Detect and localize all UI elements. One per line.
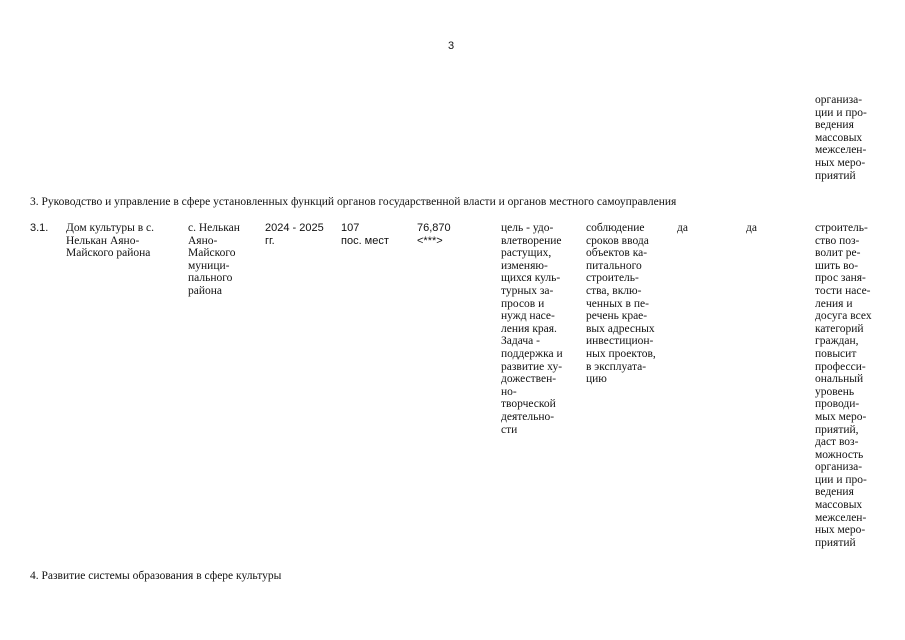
goal-and-task: цель - удо- влетворение растущих, изменяю- щихся куль- турных за- просов и нужд насе- ления края. Задача - поддержка и развитие ху- дожествен- но- творческой деятельно- сти	[501, 222, 563, 436]
object-name: Дом культуры в с. Нелькан Аяно- Майского района	[66, 222, 155, 260]
expected-effect: строитель- ство поз- волит ре- шить во- прос заня- тости насе- ления и досуга всех категорий граждан, повысит професси- ональный уровень проводи- мых меро- приятий, даст воз- можность организа- ции и про- ведения массовых межселен- ных меро- приятий	[815, 222, 872, 549]
page-number: 3	[448, 40, 455, 52]
row-number: 3.1.	[30, 222, 49, 234]
capacity: 107 пос. мест	[341, 222, 389, 247]
construction-years: 2024 - 2025 гг.	[265, 222, 324, 247]
carry-over-effect-text: организа- ции и про- ведения массовых межселен- ных меро- приятий	[815, 94, 867, 182]
section-4-heading: 4. Развитие системы образования в сфере культуры	[30, 570, 282, 582]
section-3-heading: 3. Руководство и управление в сфере установленных функций органов государственной власти и органов местного самоуправления	[30, 196, 677, 208]
estimated-cost: 76,870 <***>	[417, 222, 451, 247]
flag-yes-2: да	[746, 222, 757, 234]
flag-yes-1: да	[677, 222, 688, 234]
object-location: с. Нелькан Аяно- Майского муници- пального района	[188, 222, 240, 297]
performance-criteria: соблюдение сроков ввода объектов ка- питального строитель- ства, вклю- ченных в пе- речень крае- вых адресных инвестицион- ных проектов, в эксплуата- цию	[586, 222, 656, 386]
